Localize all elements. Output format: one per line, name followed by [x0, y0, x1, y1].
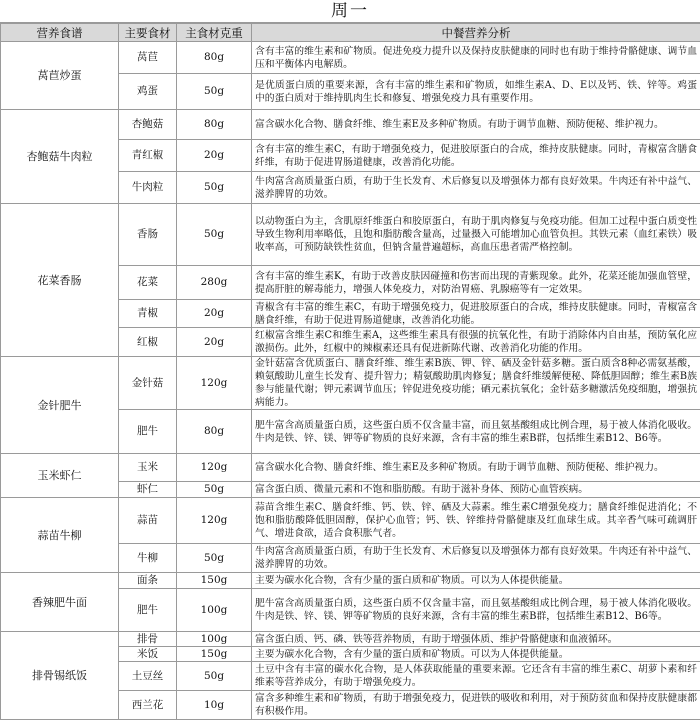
header-weight: 主食材克重 — [177, 24, 252, 42]
ingredient: 青椒 — [119, 300, 177, 328]
ingredient: 杏鲍菇 — [119, 110, 177, 140]
weight: 50g — [177, 544, 252, 573]
ingredient: 牛肉粒 — [119, 172, 177, 204]
table-row — [1, 632, 700, 647]
weight: 50g — [177, 74, 252, 110]
ingredient: 牛柳 — [119, 544, 177, 573]
ingredient: 肥牛 — [119, 589, 177, 632]
analysis: 是优质蛋白质的重要来源，含有丰富的维生素和矿物质，如维生素A、D、E以及钙、铁、锌等。鸡蛋中的蛋白质对于维持肌肉生长和修复、增强免疫力具有重要作用。 — [252, 74, 700, 110]
ingredient: 鸡蛋 — [119, 74, 177, 110]
weight: 80g — [177, 410, 252, 454]
weight: 120g — [177, 498, 252, 544]
ingredient: 青红椒 — [119, 140, 177, 172]
weight: 50g — [177, 172, 252, 204]
weight: 100g — [177, 632, 252, 647]
analysis: 以动物蛋白为主，含肌原纤维蛋白和胶原蛋白，有助于肌肉修复与免疫功能。但加工过程中蛋白质变性导致生物利用率略低，且饱和脂肪酸含量高，过量摄入可能增加心血管负担。其铁元素（血红素铁）吸收率高，可预防缺铁性贫血，但钠含量普遍超标，高血压患者需严格控制。 — [252, 204, 700, 266]
ingredient: 花菜 — [119, 266, 177, 300]
analysis: 青椒含有丰富的维生素C，有助于增强免疫力，促进胶原蛋白的合成，维持皮肤健康。同时，青椒富含膳食纤维，有助于促进胃肠道健康，改善消化功能。 — [252, 300, 700, 328]
ingredient: 排骨 — [119, 632, 177, 647]
analysis: 金针菇富含优质蛋白、膳食纤维、维生素B族、钾、锌、硒及金针菇多糖。蛋白质含8种必需氨基酸，赖氨酸助儿童生长发育、提升智力；精氨酸助肌肉修复；膳食纤维缓解便秘、降低胆固醇；维生素B族参与能量代谢；钾元素调节血压；锌促进免疫功能；硒元素抗氧化；金针菇多糖激活免疫细胞，增强抗病能力。 — [252, 357, 700, 410]
weight: 50g — [177, 662, 252, 691]
table-header-row — [1, 24, 700, 42]
weight: 80g — [177, 42, 252, 74]
analysis: 富含蛋白质、钙、磷、铁等营养物质，有助于增强体质、维护骨骼健康和血液循环。 — [252, 632, 700, 647]
weight: 150g — [177, 647, 252, 662]
ingredient: 面条 — [119, 573, 177, 589]
analysis: 富含多种维生素和矿物质，有助于增强免疫力，促进铁的吸收和利用，对于预防贫血和保持皮肤健康都有积极作用。 — [252, 691, 700, 720]
ingredient: 西兰花 — [119, 691, 177, 720]
ingredient: 红椒 — [119, 328, 177, 357]
ingredient: 米饭 — [119, 647, 177, 662]
weight: 50g — [177, 204, 252, 266]
weight: 280g — [177, 266, 252, 300]
table-row — [1, 357, 700, 410]
ingredient: 蒜苗 — [119, 498, 177, 544]
analysis: 富含蛋白质、微量元素和不饱和脂肪酸。有助于滋补身体、预防心血管疾病。 — [252, 482, 700, 498]
analysis: 主要为碳水化合物，含有少量的蛋白质和矿物质。可以为人体提供能量。 — [252, 647, 700, 662]
dish-name: 排骨锡纸饭 — [1, 632, 119, 720]
header-analysis: 中餐营养分析 — [252, 24, 700, 42]
weight: 20g — [177, 300, 252, 328]
ingredient: 金针菇 — [119, 357, 177, 410]
ingredient: 肥牛 — [119, 410, 177, 454]
analysis: 含有丰富的维生素和矿物质。促进免疫力提升以及保持皮肤健康的同时也有助于维持骨骼健康、调节血压和平衡体内电解质。 — [252, 42, 700, 74]
analysis: 含有丰富的维生素K，有助于改善皮肤因碰撞和伤害而出现的青紫现象。此外，花菜还能加强血管壁，提高肝脏的解毒能力，增强人体免疫力，对防治胃癌、乳腺癌等有一定效果。 — [252, 266, 700, 300]
weight: 150g — [177, 573, 252, 589]
weight: 120g — [177, 454, 252, 482]
dish-name: 莴苣炒蛋 — [1, 42, 119, 110]
analysis: 蒜苗含维生素C、膳食纤维、钙、铁、锌、硒及大蒜素。维生素C增强免疫力；膳食纤维促进消化；不饱和脂肪酸降低胆固醇，保护心血管；钙、铁、锌维持骨骼健康及红血球生成。其辛香气味可疏调肝气、增进食欲，适合食积胀气者。 — [252, 498, 700, 544]
page-title: 周一 — [0, 0, 700, 23]
ingredient: 莴苣 — [119, 42, 177, 74]
analysis: 富含碳水化合物、膳食纤维、维生素E及多种矿物质。有助于调节血糖、预防便秘、维护视力。 — [252, 454, 700, 482]
weight: 10g — [177, 691, 252, 720]
ingredient: 土豆丝 — [119, 662, 177, 691]
analysis: 肥牛富含高质量蛋白质，这些蛋白质不仅含量丰富，而且氨基酸组成比例合理，易于被人体消化吸收。牛肉是铁、锌、镁、钾等矿物质的良好来源，含有丰富的维生素B群，包括维生素B12、B6等。 — [252, 410, 700, 454]
dish-name: 香辣肥牛面 — [1, 573, 119, 632]
ingredient: 香肠 — [119, 204, 177, 266]
dish-name: 金针肥牛 — [1, 357, 119, 454]
table-row — [1, 204, 700, 266]
dish-name: 花菜香肠 — [1, 204, 119, 357]
weight: 20g — [177, 328, 252, 357]
weight: 120g — [177, 357, 252, 410]
ingredient: 玉米 — [119, 454, 177, 482]
table-row — [1, 454, 700, 482]
analysis: 牛肉富含高质量蛋白质，有助于生长发育、术后修复以及增强体力都有良好效果。牛肉还有补中益气、滋养脾胃的功效。 — [252, 544, 700, 573]
dish-name: 蒜苗牛柳 — [1, 498, 119, 573]
table-row — [1, 573, 700, 589]
weight: 100g — [177, 589, 252, 632]
weight: 50g — [177, 482, 252, 498]
dish-name: 玉米虾仁 — [1, 454, 119, 498]
analysis: 含有丰富的维生素C，有助于增强免疫力，促进胶原蛋白的合成，维持皮肤健康。同时，青椒富含膳食纤维，有助于促进胃肠道健康，改善消化功能。 — [252, 140, 700, 172]
table-row — [1, 42, 700, 74]
analysis: 牛肉富含高质量蛋白质，有助于生长发育、术后修复以及增强体力都有良好效果。牛肉还有补中益气、滋养脾胃的功效。 — [252, 172, 700, 204]
analysis: 富含碳水化合物、膳食纤维、维生素E及多种矿物质。有助于调节血糖、预防便秘、维护视力。 — [252, 110, 700, 140]
table-row — [1, 498, 700, 544]
header-recipe: 营养食谱 — [1, 24, 119, 42]
analysis: 土豆中含有丰富的碳水化合物，是人体获取能量的重要来源。它还含有丰富的维生素C、胡萝卜素和纤维素等营养成分，有助于增强免疫力。 — [252, 662, 700, 691]
analysis: 红椒富含维生素C和维生素A，这些维生素具有很强的抗氧化性，有助于消除体内自由基，预防氧化应激损伤。此外，红椒中的辣椒素还具有促进新陈代谢、改善消化功能的作用。 — [252, 328, 700, 357]
table-row — [1, 110, 700, 140]
ingredient: 虾仁 — [119, 482, 177, 498]
analysis: 肥牛富含高质量蛋白质，这些蛋白质不仅含量丰富，而且氨基酸组成比例合理，易于被人体消化吸收。牛肉是铁、锌、镁、钾等矿物质的良好来源，含有丰富的维生素B群，包括维生素B12、B6等。 — [252, 589, 700, 632]
weight: 20g — [177, 140, 252, 172]
analysis: 主要为碳水化合物，含有少量的蛋白质和矿物质。可以为人体提供能量。 — [252, 573, 700, 589]
dish-name: 杏鲍菇牛肉粒 — [1, 110, 119, 204]
nutrition-table — [0, 23, 700, 720]
weight: 80g — [177, 110, 252, 140]
header-ingredient: 主要食材 — [119, 24, 177, 42]
